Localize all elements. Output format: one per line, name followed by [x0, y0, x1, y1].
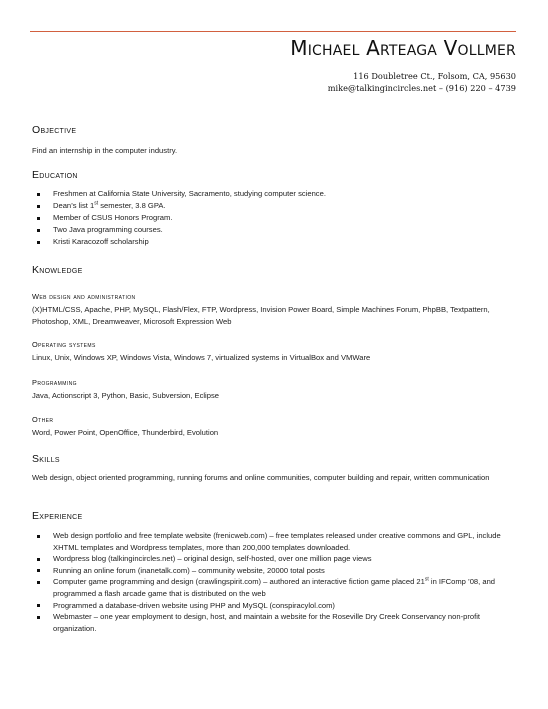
experience-item: Running an online forum (inanetalk.com) – community website, 20000 total posts — [32, 565, 518, 577]
knowledge-group-title: Operating systems — [32, 340, 96, 349]
experience-item: Web design portfolio and free template website (frenicweb.com) – free templates released under creative commons and GPL, include XHTML templates and Wordpress templates, more than 200,000 templates downloaded. — [32, 530, 518, 553]
education-item: Freshmen at California State University, Sacramento, studying computer science. — [32, 188, 518, 200]
objective-heading: Objective — [32, 124, 77, 136]
knowledge-group-text: Word, Power Point, OpenOffice, Thunderbird, Evolution — [32, 428, 219, 437]
experience-heading: Experience — [32, 510, 83, 522]
header-rule — [30, 31, 516, 32]
knowledge-group-text: Java, Actionscript 3, Python, Basic, Subversion, Eclipse — [32, 391, 219, 400]
knowledge-group-title: Programming — [32, 378, 77, 387]
skills-text: Web design, object oriented programming, running forums and online communities, computer building and repair, written communication — [32, 473, 490, 482]
experience-list — [32, 530, 518, 634]
education-item: Dean’s list 1st semester, 3.8 GPA. — [32, 200, 518, 212]
experience-item: Computer game programming and design (crawlingspirit.com) – authored an interactive fiction game placed 21st in IFComp ’08, and programmed a flash arcade game that is distributed on the web — [32, 576, 518, 599]
education-list — [32, 188, 518, 248]
email-phone-line: mike@talkingincircles.net – (916) 220 – 4739 — [327, 83, 516, 93]
skills-heading: Skills — [32, 453, 60, 465]
contact-block — [328, 70, 516, 94]
knowledge-group-text: (X)HTML/CSS, Apache, PHP, MySQL, Flash/Flex, FTP, Wordpress, Invision Power Board, Simple Machines Forum, PhpBB, Textpattern, Photoshop, XML, Dreamweaver, Microsoft Expression Web — [32, 305, 490, 326]
address-line: 116 Doubletree Ct., Folsom, CA, 95630 — [353, 71, 516, 81]
education-item: Member of CSUS Honors Program. — [32, 212, 518, 224]
education-item: Two Java programming courses. — [32, 224, 518, 236]
knowledge-group-text: Linux, Unix, Windows XP, Windows Vista, Windows 7, virtualized systems in VirtualBox and VMWare — [32, 353, 371, 362]
education-item: Kristi Karacozoff scholarship — [32, 236, 518, 248]
objective-text: Find an internship in the computer industry. — [32, 146, 178, 155]
resume-name: Michael Arteaga Vollmer — [290, 36, 516, 60]
knowledge-heading: Knowledge — [32, 264, 83, 276]
education-heading: Education — [32, 169, 78, 181]
experience-item: Wordpress blog (talkingincircles.net) – original design, self-hosted, over one million page views — [32, 553, 518, 565]
experience-item: Webmaster – one year employment to design, host, and maintain a website for the Roseville Dry Creek Conservancy non-profit organization. — [32, 611, 518, 634]
knowledge-group-title: Web design and administration — [32, 292, 136, 301]
experience-item: Programmed a database-driven website using PHP and MySQL (conspiracylol.com) — [32, 600, 518, 612]
knowledge-group-title: Other — [32, 415, 54, 424]
